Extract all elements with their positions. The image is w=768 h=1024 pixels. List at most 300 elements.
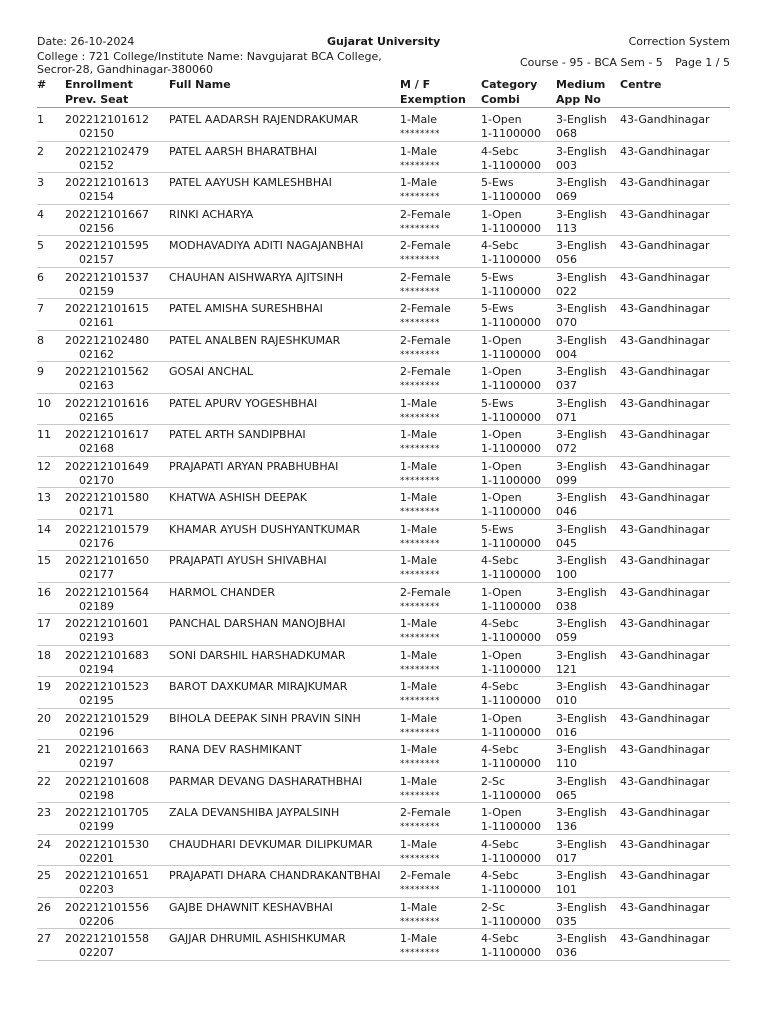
medium: 3-English — [556, 144, 607, 158]
centre: 43-Gandhinagar — [620, 144, 710, 158]
prev-seat-number: 02152 — [79, 158, 114, 172]
app-number: 071 — [556, 410, 577, 424]
medium: 3-English — [556, 365, 607, 378]
medium: 3-English — [556, 617, 607, 630]
exemption: ******** — [400, 948, 440, 958]
prev-seat-number: 02171 — [79, 505, 114, 518]
app-number: 121 — [556, 662, 577, 676]
category: 4-Sebc — [481, 869, 519, 882]
row-number: 8 — [37, 333, 44, 347]
gender: 2-Female — [400, 239, 451, 252]
prev-seat-number: 02194 — [79, 662, 114, 676]
row-number: 2 — [37, 144, 44, 158]
exemption: ******** — [400, 885, 440, 895]
prev-seat-number: 02201 — [79, 851, 114, 865]
row-number: 18 — [37, 648, 51, 662]
enrollment-number: 202212101564 — [65, 585, 149, 599]
row-number: 12 — [37, 459, 51, 473]
category: 1-Open — [481, 428, 522, 441]
category: 5-Ews — [481, 522, 514, 536]
enrollment-number: 202212101601 — [65, 617, 149, 630]
table-row — [37, 646, 730, 678]
centre: 43-Gandhinagar — [620, 554, 710, 567]
app-number: 010 — [556, 694, 577, 707]
col-number: # — [37, 78, 47, 91]
app-number: 101 — [556, 883, 577, 896]
combi: 1-1100000 — [481, 505, 541, 518]
prev-seat-number: 02170 — [79, 473, 114, 487]
medium: 3-English — [556, 554, 607, 567]
app-number: 059 — [556, 631, 577, 644]
category: 4-Sebc — [481, 144, 519, 158]
combi: 1-1100000 — [481, 662, 541, 676]
row-number: 14 — [37, 522, 51, 536]
centre: 43-Gandhinagar — [620, 491, 710, 504]
enrollment-number: 202212101617 — [65, 428, 149, 441]
student-name: CHAUDHARI DEVKUMAR DILIPKUMAR — [169, 837, 373, 851]
category: 1-Open — [481, 333, 522, 347]
exemption: ******** — [400, 601, 440, 612]
gender: 2-Female — [400, 869, 451, 882]
enrollment-number: 202212101530 — [65, 837, 149, 851]
app-number: 100 — [556, 568, 577, 581]
centre: 43-Gandhinagar — [620, 365, 710, 378]
row-number: 6 — [37, 270, 44, 284]
medium: 3-English — [556, 932, 607, 945]
centre: 43-Gandhinagar — [620, 743, 710, 756]
centre: 43-Gandhinagar — [620, 207, 710, 221]
university-name: Gujarat University — [327, 35, 441, 48]
category: 1-Open — [481, 113, 522, 126]
enrollment-number: 202212101612 — [65, 113, 149, 126]
row-number: 3 — [37, 176, 44, 189]
enrollment-number: 202212101523 — [65, 680, 149, 693]
medium: 3-English — [556, 176, 607, 189]
table-row — [37, 898, 730, 930]
row-number: 19 — [37, 680, 51, 693]
col-medium-label: Medium — [556, 78, 606, 91]
medium: 3-English — [556, 522, 607, 536]
system-name: Correction System — [628, 35, 730, 48]
col-centre: Centre — [620, 78, 662, 91]
table-row — [37, 331, 730, 363]
table-row — [37, 457, 730, 489]
exemption: ******** — [400, 633, 440, 643]
centre: 43-Gandhinagar — [620, 113, 710, 126]
table-row — [37, 425, 730, 457]
combi: 1-1100000 — [481, 158, 541, 172]
category: 5-Ews — [481, 270, 514, 284]
enrollment-number: 202212101580 — [65, 491, 149, 504]
prev-seat-number: 02207 — [79, 946, 114, 959]
table-row — [37, 362, 730, 394]
prev-seat-number: 02195 — [79, 694, 114, 707]
medium: 3-English — [556, 459, 607, 473]
prev-seat-number: 02156 — [79, 221, 114, 235]
prev-seat-number: 02203 — [79, 883, 114, 896]
centre: 43-Gandhinagar — [620, 522, 710, 536]
enrollment-number: 202212102480 — [65, 333, 149, 347]
page-number: Page 1 / 5 — [675, 56, 730, 69]
category: 1-Open — [481, 648, 522, 662]
medium: 3-English — [556, 491, 607, 504]
student-name: PATEL APURV YOGESHBHAI — [169, 396, 318, 410]
prev-seat-number: 02176 — [79, 536, 114, 550]
gender: 2-Female — [400, 585, 451, 599]
prev-seat-number: 02168 — [79, 442, 114, 455]
gender: 1-Male — [400, 144, 438, 158]
combi: 1-1100000 — [481, 914, 541, 928]
enrollment-number: 202212101558 — [65, 932, 149, 945]
table-row — [37, 740, 730, 772]
exemption: ******** — [400, 129, 440, 139]
row-number: 7 — [37, 302, 44, 315]
medium: 3-English — [556, 900, 607, 914]
enrollment-number: 202212101579 — [65, 522, 149, 536]
enrollment-number: 202212101616 — [65, 396, 149, 410]
prev-seat-number: 02163 — [79, 379, 114, 392]
col-enrollment-label: Enrollment — [65, 78, 133, 91]
table-row — [37, 929, 730, 961]
row-number: 15 — [37, 554, 51, 567]
medium: 3-English — [556, 806, 607, 819]
app-number: 113 — [556, 221, 577, 235]
app-number: 037 — [556, 379, 577, 392]
centre: 43-Gandhinagar — [620, 459, 710, 473]
enrollment-number: 202212101529 — [65, 711, 149, 725]
exemption: ******** — [400, 570, 440, 580]
row-number: 27 — [37, 932, 51, 945]
centre: 43-Gandhinagar — [620, 932, 710, 945]
gender: 1-Male — [400, 459, 438, 473]
row-number: 1 — [37, 113, 44, 126]
row-number: 25 — [37, 869, 51, 882]
table-row — [37, 110, 730, 142]
app-number: 004 — [556, 347, 577, 361]
combi: 1-1100000 — [481, 473, 541, 487]
medium: 3-English — [556, 333, 607, 347]
col-enrollment — [65, 77, 133, 107]
prev-seat-number: 02162 — [79, 347, 114, 361]
centre: 43-Gandhinagar — [620, 302, 710, 315]
combi: 1-1100000 — [481, 599, 541, 613]
centre: 43-Gandhinagar — [620, 428, 710, 441]
col-mf-label: M / F — [400, 78, 431, 91]
enrollment-number: 202212102479 — [65, 144, 149, 158]
centre: 43-Gandhinagar — [620, 774, 710, 788]
enrollment-number: 202212101537 — [65, 270, 149, 284]
student-name: ZALA DEVANSHIBA JAYPALSINH — [169, 806, 340, 819]
exemption: ******** — [400, 160, 440, 171]
gender: 2-Female — [400, 333, 451, 347]
centre: 43-Gandhinagar — [620, 239, 710, 252]
combi: 1-1100000 — [481, 851, 541, 865]
combi: 1-1100000 — [481, 253, 541, 266]
gender: 1-Male — [400, 428, 438, 441]
row-number: 26 — [37, 900, 51, 914]
table-row — [37, 803, 730, 835]
combi: 1-1100000 — [481, 536, 541, 550]
enrollment-number: 202212101705 — [65, 806, 149, 819]
col-category-label: Category — [481, 78, 538, 91]
table-row — [37, 709, 730, 741]
student-name: MODHAVADIYA ADITI NAGAJANBHAI — [169, 239, 364, 252]
combi: 1-1100000 — [481, 347, 541, 361]
exemption: ******** — [400, 318, 440, 328]
app-number: 072 — [556, 442, 577, 455]
exemption: ******** — [400, 727, 440, 738]
exemption: ******** — [400, 192, 440, 202]
row-number: 23 — [37, 806, 51, 819]
exemption: ******** — [400, 853, 440, 864]
student-name: PRAJAPATI AYUSH SHIVABHAI — [169, 554, 327, 567]
student-name: GAJBE DHAWNIT KESHAVBHAI — [169, 900, 333, 914]
app-number: 022 — [556, 284, 577, 298]
prev-seat-number: 02150 — [79, 127, 114, 140]
enrollment-number: 202212101649 — [65, 459, 149, 473]
row-number: 4 — [37, 207, 44, 221]
medium: 3-English — [556, 113, 607, 126]
table-row — [37, 551, 730, 583]
gender: 1-Male — [400, 837, 438, 851]
col-category — [481, 77, 537, 107]
medium: 3-English — [556, 302, 607, 315]
student-name: PATEL AARSH BHARATBHAI — [169, 144, 318, 158]
category: 4-Sebc — [481, 743, 519, 756]
combi: 1-1100000 — [481, 788, 541, 802]
col-medium — [556, 77, 605, 107]
gender: 1-Male — [400, 113, 438, 126]
prev-seat-number: 02154 — [79, 190, 114, 203]
app-number: 068 — [556, 127, 577, 140]
combi: 1-1100000 — [481, 946, 541, 959]
prev-seat-number: 02165 — [79, 410, 114, 424]
enrollment-number: 202212101683 — [65, 648, 149, 662]
student-name: BAROT DAXKUMAR MIRAJKUMAR — [169, 680, 348, 693]
category: 1-Open — [481, 459, 522, 473]
app-number: 038 — [556, 599, 577, 613]
gender: 1-Male — [400, 522, 438, 536]
combi: 1-1100000 — [481, 631, 541, 644]
student-name: RANA DEV RASHMIKANT — [169, 743, 302, 756]
combi: 1-1100000 — [481, 757, 541, 770]
combi: 1-1100000 — [481, 221, 541, 235]
combi: 1-1100000 — [481, 442, 541, 455]
student-name: PRAJAPATI DHARA CHANDRAKANTBHAI — [169, 869, 381, 882]
app-number: 046 — [556, 505, 577, 518]
gender: 2-Female — [400, 270, 451, 284]
exemption: ******** — [400, 286, 440, 297]
course-info: Course - 95 - BCA Sem - 5 — [520, 56, 663, 69]
gender: 1-Male — [400, 648, 438, 662]
gender: 1-Male — [400, 680, 438, 693]
gender: 1-Male — [400, 932, 438, 945]
enrollment-number: 202212101615 — [65, 302, 149, 315]
centre: 43-Gandhinagar — [620, 837, 710, 851]
enrollment-number: 202212101650 — [65, 554, 149, 567]
medium: 3-English — [556, 774, 607, 788]
category: 1-Open — [481, 806, 522, 819]
category: 1-Open — [481, 585, 522, 599]
app-number: 016 — [556, 725, 577, 739]
app-number: 003 — [556, 158, 577, 172]
prev-seat-number: 02159 — [79, 284, 114, 298]
student-table — [37, 110, 730, 961]
col-prev-seat-label: Prev. Seat — [65, 93, 129, 106]
prev-seat-number: 02198 — [79, 788, 114, 802]
app-number: 056 — [556, 253, 577, 266]
row-number: 13 — [37, 491, 51, 504]
category: 1-Open — [481, 207, 522, 221]
enrollment-number: 202212101613 — [65, 176, 149, 189]
centre: 43-Gandhinagar — [620, 617, 710, 630]
app-number: 045 — [556, 536, 577, 550]
exemption: ******** — [400, 255, 440, 265]
row-number: 5 — [37, 239, 44, 252]
category: 5-Ews — [481, 302, 514, 315]
student-name: GOSAI ANCHAL — [169, 365, 253, 378]
gender: 1-Male — [400, 176, 438, 189]
medium: 3-English — [556, 239, 607, 252]
table-row — [37, 236, 730, 268]
category: 1-Open — [481, 491, 522, 504]
exemption: ******** — [400, 381, 440, 391]
col-full-name: Full Name — [169, 78, 231, 91]
gender: 1-Male — [400, 554, 438, 567]
combi: 1-1100000 — [481, 410, 541, 424]
student-name: RINKI ACHARYA — [169, 207, 254, 221]
exemption: ******** — [400, 475, 440, 486]
medium: 3-English — [556, 396, 607, 410]
medium: 3-English — [556, 270, 607, 284]
app-number: 069 — [556, 190, 577, 203]
centre: 43-Gandhinagar — [620, 333, 710, 347]
category: 5-Ews — [481, 396, 514, 410]
prev-seat-number: 02193 — [79, 631, 114, 644]
combi: 1-1100000 — [481, 190, 541, 203]
student-name: CHAUHAN AISHWARYA AJITSINH — [169, 270, 344, 284]
college-info: College : 721 College/Institute Name: Navgujarat BCA College, Secror-28, Gandhinagar-380060 — [37, 50, 382, 76]
table-row — [37, 173, 730, 205]
report-date: Date: 26-10-2024 — [37, 35, 135, 48]
student-name: PRAJAPATI ARYAN PRABHUBHAI — [169, 459, 339, 473]
prev-seat-number: 02157 — [79, 253, 114, 266]
table-row — [37, 866, 730, 898]
app-number: 070 — [556, 316, 577, 329]
row-number: 24 — [37, 837, 51, 851]
app-number: 036 — [556, 946, 577, 959]
table-header — [37, 77, 730, 108]
gender: 2-Female — [400, 207, 451, 221]
centre: 43-Gandhinagar — [620, 396, 710, 410]
student-name: PATEL ANALBEN RAJESHKUMAR — [169, 333, 341, 347]
exemption: ******** — [400, 507, 440, 517]
medium: 3-English — [556, 743, 607, 756]
medium: 3-English — [556, 837, 607, 851]
prev-seat-number: 02199 — [79, 820, 114, 833]
page-header — [37, 35, 730, 75]
col-combi-label: Combi — [481, 93, 520, 106]
combi: 1-1100000 — [481, 725, 541, 739]
exemption: ******** — [400, 538, 440, 549]
student-name: PATEL ARTH SANDIPBHAI — [169, 428, 306, 441]
table-row — [37, 520, 730, 552]
table-row — [37, 614, 730, 646]
exemption: ******** — [400, 664, 440, 675]
combi: 1-1100000 — [481, 127, 541, 140]
medium: 3-English — [556, 711, 607, 725]
table-row — [37, 583, 730, 615]
exemption: ******** — [400, 916, 440, 927]
centre: 43-Gandhinagar — [620, 680, 710, 693]
app-number: 035 — [556, 914, 577, 928]
exemption: ******** — [400, 349, 440, 360]
table-row — [37, 394, 730, 426]
gender: 1-Male — [400, 900, 438, 914]
table-row — [37, 677, 730, 709]
gender: 1-Male — [400, 774, 438, 788]
category: 1-Open — [481, 711, 522, 725]
category: 4-Sebc — [481, 554, 519, 567]
app-number: 017 — [556, 851, 577, 865]
row-number: 17 — [37, 617, 51, 630]
row-number: 16 — [37, 585, 51, 599]
category: 4-Sebc — [481, 680, 519, 693]
combi: 1-1100000 — [481, 883, 541, 896]
prev-seat-number: 02189 — [79, 599, 114, 613]
prev-seat-number: 02197 — [79, 757, 114, 770]
prev-seat-number: 02177 — [79, 568, 114, 581]
row-number: 10 — [37, 396, 51, 410]
centre: 43-Gandhinagar — [620, 648, 710, 662]
exemption: ******** — [400, 696, 440, 706]
student-name: PARMAR DEVANG DASHARATHBHAI — [169, 774, 363, 788]
gender: 1-Male — [400, 617, 438, 630]
student-name: HARMOL CHANDER — [169, 585, 275, 599]
gender: 2-Female — [400, 806, 451, 819]
app-number: 065 — [556, 788, 577, 802]
category: 5-Ews — [481, 176, 514, 189]
combi: 1-1100000 — [481, 379, 541, 392]
app-number: 099 — [556, 473, 577, 487]
enrollment-number: 202212101667 — [65, 207, 149, 221]
centre: 43-Gandhinagar — [620, 585, 710, 599]
table-row — [37, 835, 730, 867]
gender: 1-Male — [400, 396, 438, 410]
medium: 3-English — [556, 428, 607, 441]
category: 4-Sebc — [481, 837, 519, 851]
combi: 1-1100000 — [481, 568, 541, 581]
exemption: ******** — [400, 790, 440, 801]
gender: 2-Female — [400, 302, 451, 315]
exemption: ******** — [400, 223, 440, 234]
medium: 3-English — [556, 680, 607, 693]
combi: 1-1100000 — [481, 316, 541, 329]
category: 4-Sebc — [481, 239, 519, 252]
category: 2-Sc — [481, 900, 505, 914]
student-name: SONI DARSHIL HARSHADKUMAR — [169, 648, 346, 662]
col-exemption-label: Exemption — [400, 93, 466, 106]
student-name: BIHOLA DEEPAK SINH PRAVIN SINH — [169, 711, 361, 725]
row-number: 20 — [37, 711, 51, 725]
category: 1-Open — [481, 365, 522, 378]
prev-seat-number: 02196 — [79, 725, 114, 739]
table-row — [37, 299, 730, 331]
medium: 3-English — [556, 869, 607, 882]
gender: 1-Male — [400, 711, 438, 725]
centre: 43-Gandhinagar — [620, 869, 710, 882]
centre: 43-Gandhinagar — [620, 270, 710, 284]
